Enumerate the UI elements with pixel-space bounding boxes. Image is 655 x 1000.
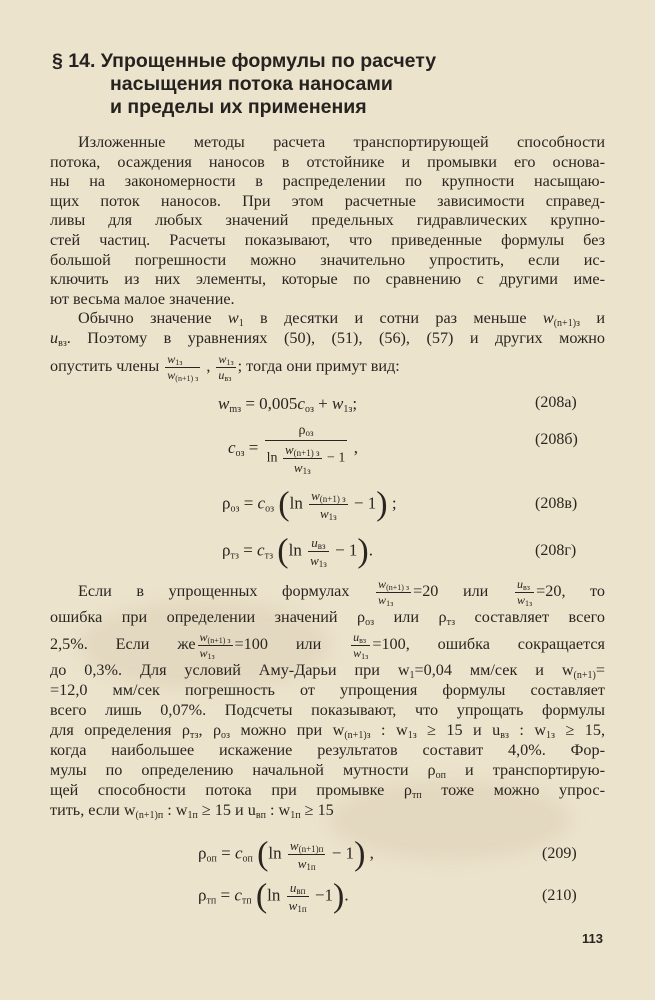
paragraph-line: потока, осаждения наносов в отстойнике и промывки его основа-: [50, 152, 605, 171]
fraction: $\frac{u_{вп}}{w_{1п}}$: [288, 880, 307, 914]
heading-line-3: и пределы их применения: [110, 96, 367, 118]
paragraph-line: когда наибольшее искажение результатов составит 4,0%. Фор-: [50, 741, 605, 759]
heading-line-1: § 14. Упрощенные формулы по расчету: [52, 50, 437, 72]
paragraph-line: =12,0 мм/сек погрешность от упрощения формулы составляет: [50, 681, 605, 699]
paragraph-line: щих поток наносов. При этом расчетные зависимости справед-: [50, 191, 605, 210]
page-number: 113: [582, 931, 603, 946]
paragraph-line: для определения $\rho_{тз}$, $\rho_{оз}$ можно при $w_{(n+1)з}$ : $w_{1з} \ge 15$ и $u_{вз}$ : $w_{1з} \ge 15$,: [50, 721, 606, 741]
paragraph-line: ют весьма малое значение.: [50, 289, 235, 308]
equation-number: (208б): [535, 431, 578, 448]
paragraph-line: 2,5%. Если же $\frac{w_{(n+1) з}}{w_{1з}}$ =100 или $\frac{u_{вз}}{w_{1з}}$ =100, ошибка сокращается: [50, 630, 605, 661]
fraction: $\frac{w_{(n+1) з}}{w_{1з}}$: [284, 442, 320, 476]
paragraph-line: $u_{вз}$. Поэтому в уравнениях (50), (51), (56), (57) и других можно: [50, 328, 605, 349]
equation-number: (208г): [535, 542, 577, 559]
paragraph-line: щей способности потока при промывке $\rho_{тп}$ тоже можно упрос-: [50, 781, 605, 801]
paragraph-simplification: [50, 309, 605, 382]
paragraph-line: большой погрешности можно значительно упростить, если ис-: [50, 250, 605, 269]
paragraph-line: ливы для любых значений предельных гидравлических крупно-: [50, 211, 605, 230]
equation-number: (208в): [535, 495, 578, 512]
paragraph-line: Изложенные методы расчета транспортирующей способности: [78, 133, 605, 151]
paragraph-line: ошибка при определении значений $\rho_{оз}$ или $\rho_{тз}$ составляет всего: [50, 608, 606, 628]
fraction: $\rho_{оз}$ ln $\frac{w_{(n+1) з}}{w_{1з}}$ − 1: [266, 423, 346, 476]
fraction: $\frac{w_{(n+1)п}}{w_{1п}}$: [289, 838, 324, 872]
equation-number: (210): [542, 887, 577, 904]
heading-line-2: насыщения потока наносами: [110, 73, 393, 95]
fraction: $\frac{w_{(n+1) з}}{w_{1з}}$: [378, 577, 410, 608]
paragraph-line: опустить члены $\frac{w_{1з}}{w_{(n+1) з}}$ , $\frac{w_{1з}}{u_{вз}}$ ; тогда они примут вид:: [50, 352, 400, 384]
equation-number: (208а): [535, 394, 577, 411]
fraction: $\frac{w_{(n+1) з}}{w_{1з}}$: [311, 488, 346, 522]
book-page: § 14. Упрощенные формулы по расчету насыщения потока наносами и пределы их применения Изложенные методы расчета транспортирующей способности потока, осаждения наносов в отстойнике и промывки его основа- ны на закономерности в распределении по крупности насыщаю- щих поток наносов. При этом расчетные зависимости справед- ливы для любых значений предельных гидравлических крупно- стей частиц. Расчеты показывают, что приведенные формулы без большой погрешности можно значительно упростить, если ис- ключить из них элементы, которые по сравнению с другими име- ют весьма малое значение. Обычно значение $w_1$ в десятки и сотни раз меньше $w_{(n+1)з}$ и $u_{вз}$. Поэтому в уравнениях (50), (51), (56), (57) и других можно опустить члены $\frac{w_{1з}}{w_{(n+1) з}}$ , $\frac{w_{1з}}{u_{вз}}$ ; тогда они примут вид: $w_{mз} = 0,005c_{оз} + w_{1з}$; (208а) $c_{оз}$ = $\rho_{оз}$ ln $\frac{w_{(n+1) з}}{w_{1з}}$ − 1 , (208б) $\rho_{оз} = c_{оз}$ (ln $\frac{w_{(n+1) з}}{w_{1з}}$ − 1) ; (208в) $\rho_{тз} = c_{тз}$ (ln $\frac{u_{вз}}{w_{1з}}$ − 1). (208г) Если в упрощенных формулах $\frac{w_{(n+1) з}}{w_{1з}}$ =20 или $\frac{u_{вз}}{w_{1з}}$ =20, то ошибка при определении значений $\rho_{оз}$ или $\rho_{тз}$ составляет всего 2,5%. Если же $\frac{w_{(n+1) з}}{w_{1з}}$ =100 или $\frac{u_{вз}}{w_{1з}}$ =100, ошибка сокращается до 0,3%. Для условий Аму-Дарьи при $w_1=0,04$ мм/сек и $w_{(n+1)}=$ =12,0 мм/сек погрешность от упрощения формулы составляет всего лишь 0,07%. Подсчеты показывают, что упрощать формулы для определения $\rho_{тз}$, $\rho_{оз}$ можно при $w_{(n+1)з}$ : $w_{1з} \ge 15$ и $u_{вз}$ : $w_{1з} \ge 15$, когда наибольшее искажение результатов составит 4,0%. Фор- мулы по определению начальной мутности $\rho_{оп}$ и транспортирую- щей способности потока при промывке $\rho_{тп}$ тоже можно упрос- тить, если $w_{(n+1)п}$ : $w_{1п} \ge 15$ и $u_{вп}$ : $w_{1п} \ge 15$ $\rho_{оп} = c_{оп}$ (ln $\frac{w_{(n+1)п}}{w_{1п}}$ − 1) , (209) $\rho_{тп} = c_{тп}$ (ln $\frac{u_{вп}}{w_{1п}}$ −1). (210) 113: [50, 50, 606, 946]
paragraph-line: ключить из них элементы, которые по сравнению с другими име-: [50, 270, 605, 289]
paragraph-line: тить, если $w_{(n+1)п}$ : $w_{1п} \ge 15$ и $u_{вп}$ : $w_{1п} \ge 15$: [50, 801, 334, 821]
equation-number: (209): [542, 845, 577, 862]
paragraph-line: Обычно значение $w_1$ в десятки и сотни раз меньше $w_{(n+1)з}$ и: [78, 309, 606, 329]
paragraph-line: до 0,3%. Для условий Аму-Дарьи при $w_1=0,04$ мм/сек и $w_{(n+1)}=$: [50, 661, 605, 681]
paragraph-error-analysis: [50, 578, 605, 820]
fraction: $\frac{w_{1з}}{u_{вз}}$: [218, 352, 234, 384]
paragraph-line: всего лишь 0,07%. Подсчеты показывают, что упрощать формулы: [50, 701, 605, 719]
paragraph-line: Если в упрощенных формулах $\frac{w_{(n+1) з}}{w_{1з}}$ =20 или $\frac{u_{вз}}{w_{1з}}$ =20, то: [78, 577, 606, 608]
fraction: $\frac{u_{вз}}{w_{1з}}$: [516, 577, 533, 608]
fraction: $\frac{w_{(n+1) з}}{w_{1з}}$: [199, 630, 231, 661]
section-heading: [52, 50, 592, 119]
paragraph-intro: [50, 133, 605, 309]
fraction: $\frac{u_{вз}}{w_{1з}}$: [310, 535, 327, 569]
paragraph-line: стей частиц. Расчеты показывают, что приведенные формулы без: [50, 230, 605, 249]
fraction: $\frac{w_{1з}}{w_{(n+1) з}}$: [167, 352, 199, 384]
fraction: $\frac{u_{вз}}{w_{1з}}$: [353, 630, 369, 661]
paragraph-line: ны на закономерности в распределении по крупности насыщаю-: [50, 172, 605, 191]
paragraph-line: мулы по определению начальной мутности $\rho_{оп}$ и транспортирую-: [50, 761, 605, 781]
